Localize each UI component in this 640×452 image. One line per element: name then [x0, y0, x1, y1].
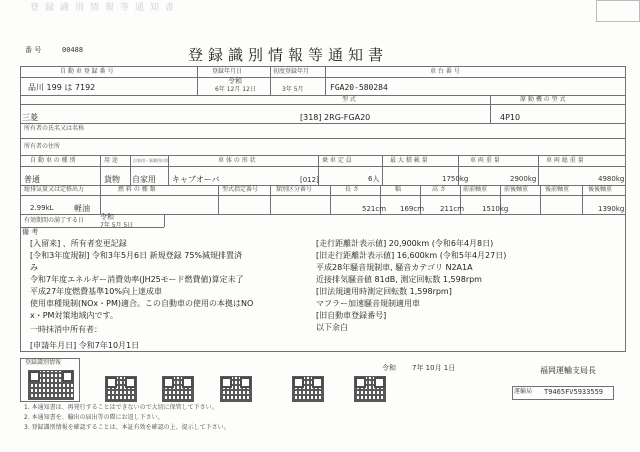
- spec2-label: 高 さ: [432, 186, 446, 193]
- spec2-label: 後後軸重: [588, 186, 613, 193]
- watermark-text: 登録識別情報等通知書: [30, 3, 181, 13]
- displacement: 2.99kL: [30, 204, 54, 212]
- qr-code-icon: [292, 376, 324, 402]
- remark-line: 以下余白: [316, 323, 348, 332]
- remark-line: [旧自動車登録番号]: [316, 311, 387, 320]
- spec-label: 自 動 車 の 種 別: [30, 157, 76, 164]
- height: 211cm: [440, 205, 465, 213]
- document-title: 登録識別情報等通知書: [188, 46, 389, 64]
- spec-label: 用 途: [104, 157, 118, 164]
- gross-weight: 4980kg: [598, 175, 625, 183]
- spec-label: 乗 車 定 員: [322, 157, 352, 164]
- rule: [218, 185, 219, 214]
- length: 521cm: [362, 205, 387, 213]
- rule: [325, 66, 326, 95]
- spec-label: 自家用・事業用の別: [133, 158, 169, 163]
- remark-line: x・PM対策地域内です。: [30, 311, 118, 320]
- rule: [270, 66, 271, 95]
- first-reg-date: 3年 5月: [282, 86, 304, 93]
- rear-axle-weight: 1390kg: [598, 205, 625, 213]
- remark-line: 近接排気騒音値 81dB, 測定回転数 1,598rpm: [316, 275, 482, 284]
- rule: [164, 214, 165, 227]
- bureau-label: 運輸局: [514, 388, 533, 395]
- qr-code-icon: [162, 376, 194, 402]
- expiry-era: 令和: [100, 213, 114, 221]
- rule: [20, 77, 626, 78]
- reg-date: 6年 12月 12日: [215, 86, 256, 93]
- rule: [20, 195, 626, 196]
- chassis-label: 車 台 番 号: [430, 68, 460, 75]
- remark-line: [旧走行距離計表示値] 16,600km (令和5年4月27日): [316, 251, 507, 260]
- form-frame: [20, 66, 626, 352]
- spec-label: 最 大 積 載 量: [390, 157, 428, 164]
- footer-note: 2. 本通知書を、輸出の届出等の際にお返し下さい。: [24, 414, 164, 421]
- reg-era: 令和: [228, 77, 242, 85]
- remark-line: 令和7年度エネルギー消費効率(JH25モード燃費値)算定未了: [30, 275, 244, 284]
- reg-number-label: 自 動 車 登 録 番 号: [60, 68, 114, 75]
- spec2-label: 幅: [395, 186, 402, 193]
- rule: [20, 104, 626, 105]
- remarks-label: 備 考: [22, 228, 39, 236]
- rule: [20, 185, 626, 186]
- official-seal: [596, 0, 640, 22]
- rule: [382, 155, 383, 185]
- front-axle-weight: 1510kg: [482, 205, 509, 213]
- rule: [538, 155, 539, 185]
- remark-line: み: [30, 263, 38, 272]
- reference-id: T9465FV5933559: [544, 388, 604, 396]
- plate-number: 品川 199 は 7192: [28, 83, 96, 92]
- spec-label: 車 両 重 量: [470, 157, 500, 164]
- maker-name: 三菱: [22, 113, 38, 122]
- rule: [20, 166, 626, 167]
- remark-line: 一時抹消中所有者：: [30, 325, 102, 334]
- footer-note: 1. 本通知書は、再発行することはできないので大切に保管して下さい。: [24, 404, 218, 411]
- body-shape: キャブオーバ: [172, 175, 220, 184]
- rule: [490, 95, 491, 123]
- engine-label: 原 動 機 の 型 式: [520, 96, 566, 103]
- remark-line: [走行距離計表示値] 20,900km (令和6年4月8日): [316, 239, 494, 248]
- spec2-label: 後前軸重: [545, 186, 570, 193]
- remark-line: 平成27年度燃費基準10%向上達成車: [30, 287, 162, 296]
- rule: [20, 155, 626, 156]
- rule: [100, 155, 101, 185]
- rule: [20, 227, 164, 228]
- remark-line: [旧法規適用時測定回転数 1,598rpm]: [316, 287, 452, 296]
- seating-capacity: 6人: [368, 175, 380, 183]
- vehicle-usage: 貨物: [104, 175, 120, 184]
- reg-date-label: 登録年月日: [212, 68, 243, 75]
- width: 169cm: [400, 205, 425, 213]
- serial-number: 00488: [62, 46, 84, 54]
- spec2-label: 前前軸重: [463, 186, 488, 193]
- spec-label: 車 体 の 形 状: [218, 157, 256, 164]
- qr-code-icon: [354, 376, 386, 402]
- expiry-label: 有効期間の満了する日: [24, 217, 85, 224]
- remark-line: [入留来] 、所有者変更記録: [30, 239, 127, 248]
- spec2-label: 前後軸重: [504, 186, 529, 193]
- rule: [270, 185, 271, 214]
- body-code: [012]: [300, 176, 319, 184]
- qr-label: 登録識別情報: [25, 359, 62, 366]
- spec2-label: 型式指定番号: [222, 186, 259, 193]
- spec2-label: 総排気量又は定格出力: [24, 186, 85, 193]
- spec-label: 車 両 総 重 量: [546, 157, 584, 164]
- chassis-number: FGA20-580284: [330, 83, 388, 92]
- max-load: 1750kg: [442, 175, 469, 183]
- qr-code-icon: [105, 376, 137, 402]
- issue-date: 7年 10月 1日: [412, 364, 456, 372]
- rule: [582, 185, 583, 214]
- remark-line: 平成28年騒音規制車, 騒音カテゴリ N2A1A: [316, 263, 473, 272]
- rule: [100, 185, 101, 214]
- rule: [20, 123, 626, 124]
- spec2-label: 長 さ: [345, 186, 359, 193]
- remark-line: [申請年月日] 令和7年10月1日: [30, 341, 140, 350]
- issuing-office: 福岡運輸支局長: [540, 366, 596, 375]
- model-label: 型 式: [342, 96, 356, 103]
- rule: [130, 155, 131, 185]
- qr-code-icon: [220, 376, 252, 402]
- spec2-label: 類別区分番号: [276, 186, 313, 193]
- first-reg-label: 初度登録年月: [273, 68, 310, 75]
- owner-address-label: 所有者の住所: [24, 143, 61, 150]
- private-use: 自家用: [132, 175, 156, 184]
- remark-line: マフラー加速騒音規制適用車: [316, 299, 420, 308]
- fuel-type: 軽油: [74, 204, 90, 213]
- engine-model: 4P10: [500, 113, 521, 122]
- rule: [540, 185, 541, 214]
- footer-note: 3. 登録識別情報を確認することは、本証有効を確認の上、提示して下さい。: [24, 424, 230, 431]
- rule: [197, 66, 198, 95]
- remark-line: 使用車種規制(NOx・PM)適合。この自動車の使用の本拠はNO: [30, 299, 254, 308]
- spec2-label: 燃 料 の 種 類: [118, 186, 156, 193]
- rule: [20, 138, 626, 139]
- vehicle-weight: 2900kg: [510, 175, 537, 183]
- serial-label: 番 号: [25, 46, 42, 54]
- qr-code-icon: [28, 370, 74, 400]
- remark-line: [令和3年度規制] 令和3年5月6日 新規登録 75%減規排置済: [30, 251, 243, 260]
- rule: [330, 185, 331, 214]
- owner-name-label: 所有者の氏名又は名称: [24, 125, 85, 132]
- vehicle-kind: 普通: [24, 175, 40, 184]
- model-code: [318] 2RG-FGA20: [300, 113, 371, 122]
- expiry-date: 7年 5月 5日: [100, 222, 134, 229]
- issue-era: 令和: [382, 364, 396, 372]
